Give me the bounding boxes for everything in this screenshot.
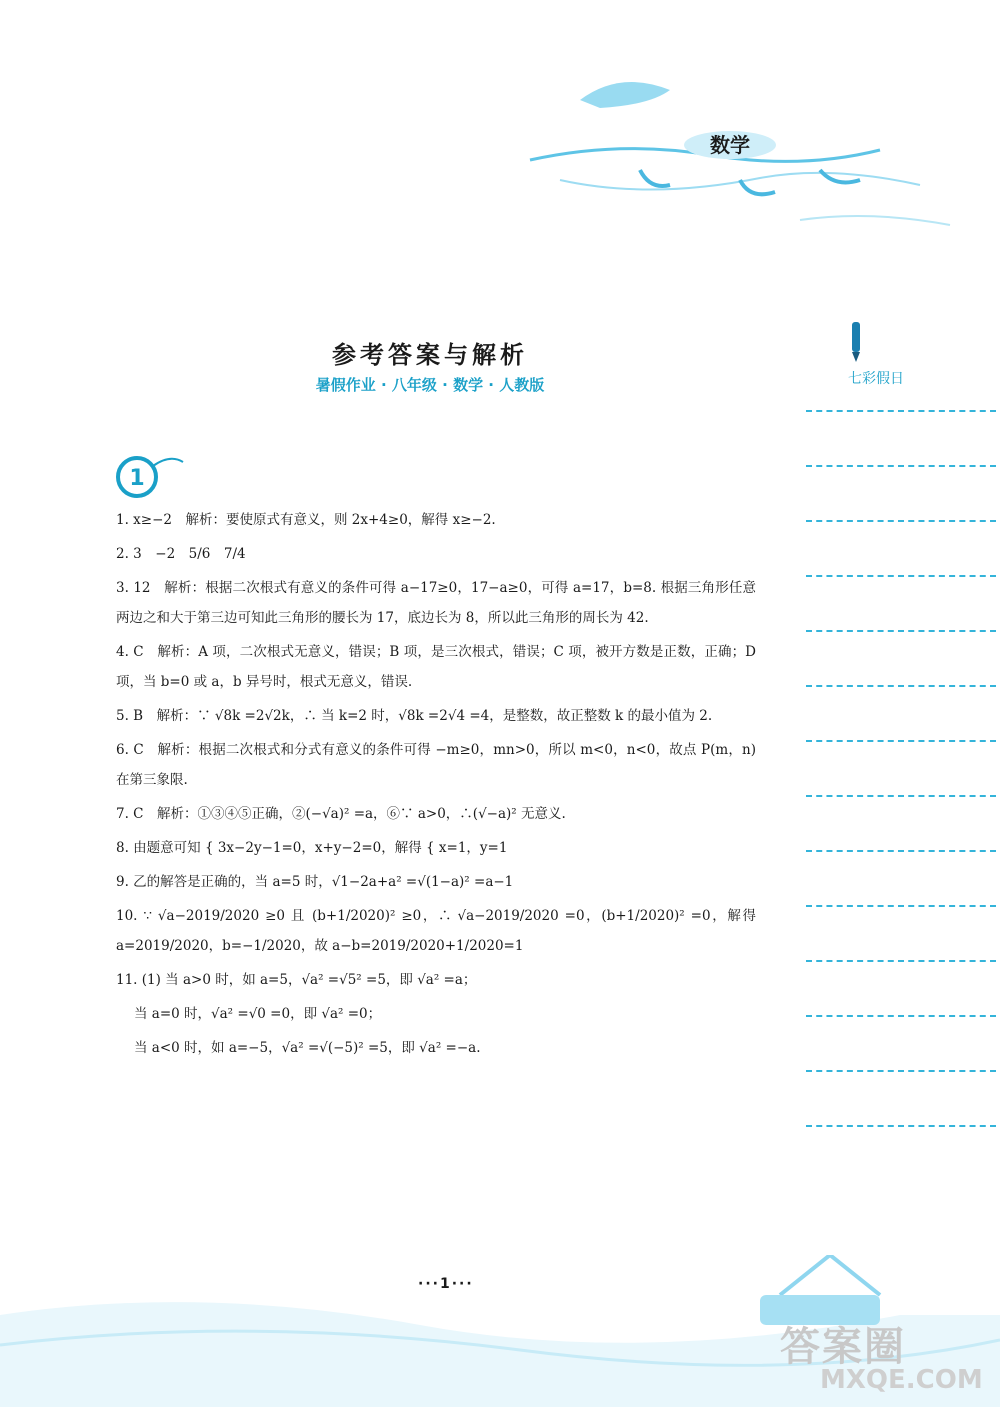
note-line: [806, 795, 996, 798]
page-title: 参考答案与解析: [332, 340, 528, 369]
answer-item: 7. C 解析：①③④⑤正确，②(−√a)² =a，⑥∵ a>0，∴(√−a)² 无意义.: [116, 806, 566, 822]
note-line: [806, 905, 996, 908]
answer-11-line: 当 a<0 时，如 a=−5，√a² =√(−5)² =5，即 √a² =−a.: [134, 1040, 481, 1056]
note-line: [806, 465, 996, 468]
answer-11-line: 当 a=0 时，√a² =√0 =0，即 √a² =0；: [134, 1006, 382, 1022]
answer-item: 4. C 解析：A 项，二次根式无意义，错误；B 项，是三次根式，错误；C 项，被开方数是正数，正确；D 项，当 b=0 或 a，b 异号时，根式无意义，错误.: [116, 644, 756, 690]
watermark-text: 答案圈: [780, 1324, 906, 1370]
answer-item: 1. x≥−2 解析：要使原式有意义，则 2x+4≥0，解得 x≥−2.: [116, 512, 496, 528]
note-line: [806, 630, 996, 633]
answer-item: 11. (1) 当 a>0 时，如 a=5，√a² =√5² =5，即 √a² =a；: [116, 972, 477, 988]
watermark-url: MXQE.COM: [820, 1365, 983, 1395]
answer-item: 2. 3 −2 5/6 7/4: [116, 546, 246, 562]
note-line: [806, 1125, 996, 1128]
note-line: [806, 850, 996, 853]
note-line: [806, 520, 996, 523]
section-badge: [115, 452, 185, 502]
answer-item: 5. B 解析：∵ √8k =2√2k，∴ 当 k=2 时，√8k =2√4 =4，是整数，故正整数 k 的最小值为 2.: [116, 708, 713, 724]
note-line: [806, 1070, 996, 1073]
note-line: [806, 1015, 996, 1018]
page-subtitle: 暑假作业 · 八年级 · 数学 · 人教版: [315, 376, 545, 394]
answer-item: 8. 由题意可知 { 3x−2y−1=0，x+y−2=0，解得 { x=1，y=1: [116, 840, 508, 856]
answer-item: 6. C 解析：根据二次根式和分式有意义的条件可得 −m≥0，mn>0，所以 m<0，n<0，故点 P(m，n) 在第三象限.: [116, 742, 756, 788]
answers-list: [116, 505, 756, 1067]
note-line: [806, 575, 996, 578]
note-line: [806, 410, 996, 413]
answer-item: 3. 12 解析：根据二次根式有意义的条件可得 a−17≥0，17−a≥0，可得 a=17，b=8. 根据三角形任意两边之和大于第三边可知此三角形的腰长为 17，底边长为 8，所以此三角形的周长为 42.: [116, 580, 756, 626]
note-line: [806, 685, 996, 688]
answer-item: 10. ∵ √a−2019/2020 ≥0 且 (b+1/2020)² ≥0，∴ √a−2019/2020 =0，(b+1/2020)² =0，解得 a=2019/2020，b=−1/2020，故 a−b=2019/2020+1/2020=1: [116, 908, 756, 954]
answer-item: 9. 乙的解答是正确的，当 a=5 时，√1−2a+a² =√(1−a)² =a−1: [116, 874, 514, 890]
page-number: ···1···: [418, 1276, 474, 1292]
header-banner-decoration: [500, 60, 960, 230]
note-line: [806, 740, 996, 743]
note-line: [806, 960, 996, 963]
section-number: 1: [129, 466, 145, 491]
brand-label: 七彩假日: [848, 371, 904, 387]
watermark: [780, 1315, 990, 1405]
notes-lines: [806, 410, 996, 1180]
banner-subject: 数学: [710, 133, 750, 157]
